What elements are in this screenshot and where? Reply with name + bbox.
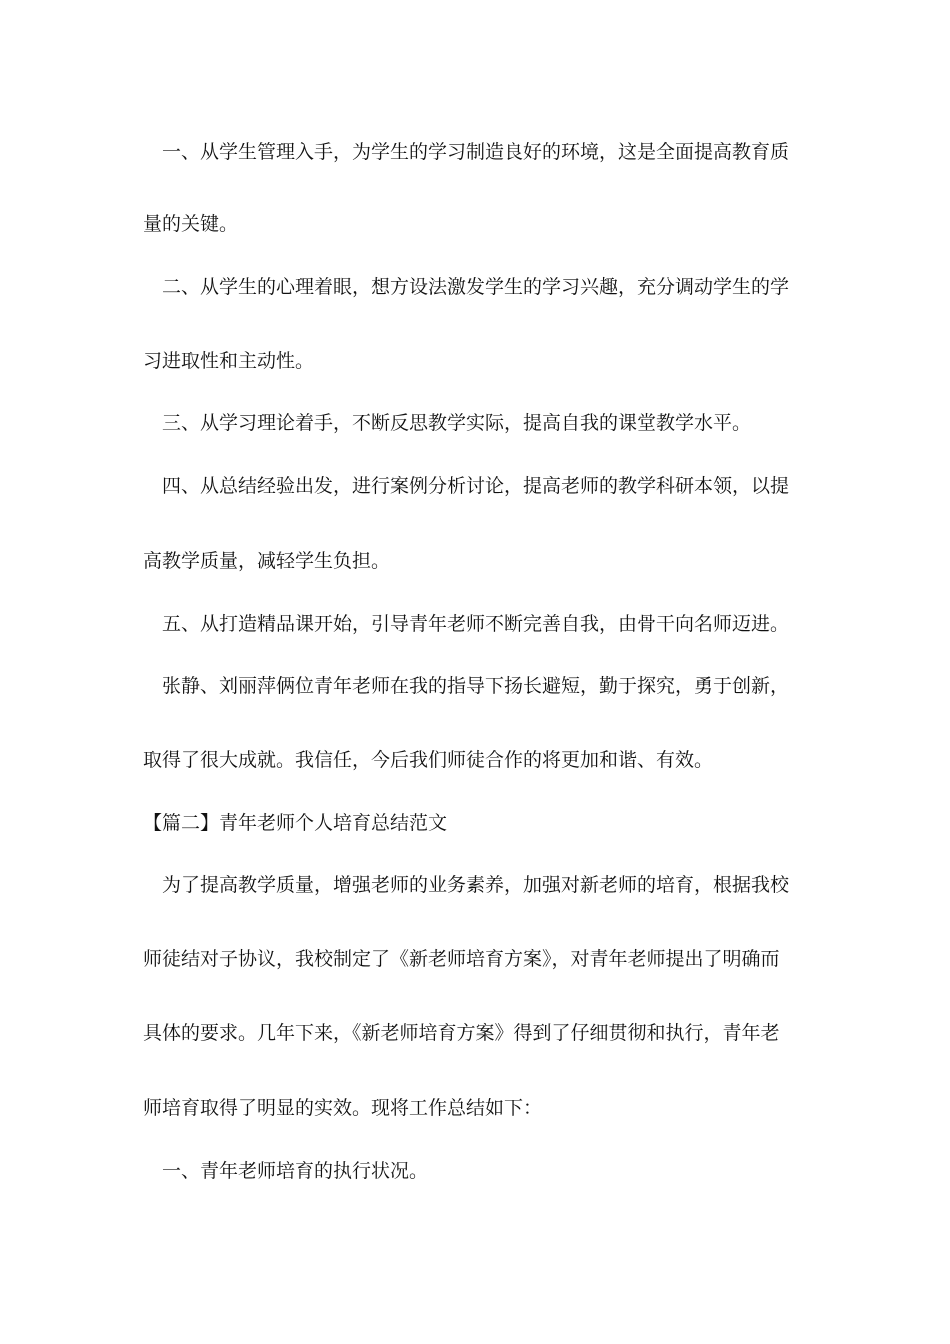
paragraph-4-line-1: 四、从总结经验出发，进行案例分析讨论，提高老师的教学科研本领，以提 — [162, 475, 790, 497]
paragraph-7-line-2: 师徒结对子协议，我校制定了《新老师培育方案》，对青年老师提出了明确而 — [143, 948, 780, 970]
paragraph-6-line-1: 张静、刘丽萍俩位青年老师在我的指导下扬长避短，勤于探究，勇于创新， — [162, 675, 790, 697]
section-heading: 【篇二】青年老师个人培育总结范文 — [143, 812, 448, 834]
paragraph-1-line-2: 量的关键。 — [143, 213, 239, 235]
paragraph-2-line-1: 二、从学生的心理着眼，想方设法激发学生的学习兴趣，充分调动学生的学 — [162, 276, 790, 298]
paragraph-7-line-4: 师培育取得了明显的实效。现将工作总结如下： — [143, 1097, 543, 1119]
subsection-heading: 一、青年老师培育的执行状况。 — [162, 1160, 429, 1182]
paragraph-2-line-2: 习进取性和主动性。 — [143, 350, 315, 372]
paragraph-7-line-3: 具体的要求。几年下来，《新老师培育方案》得到了仔细贯彻和执行，青年老 — [143, 1022, 780, 1044]
paragraph-5-line-1: 五、从打造精品课开始，引导青年老师不断完善自我，由骨干向名师迈进。 — [162, 613, 790, 635]
paragraph-6-line-2: 取得了很大成就。我信任，今后我们师徒合作的将更加和谐、有效。 — [143, 749, 714, 771]
paragraph-4-line-2: 高教学质量，减轻学生负担。 — [143, 550, 391, 572]
paragraph-1-line-1: 一、从学生管理入手，为学生的学习制造良好的环境，这是全面提高教育质 — [162, 141, 790, 163]
paragraph-3-line-1: 三、从学习理论着手，不断反思教学实际，提高自我的课堂教学水平。 — [162, 412, 752, 434]
paragraph-7-line-1: 为了提高教学质量，增强老师的业务素养，加强对新老师的培育，根据我校 — [162, 874, 790, 896]
